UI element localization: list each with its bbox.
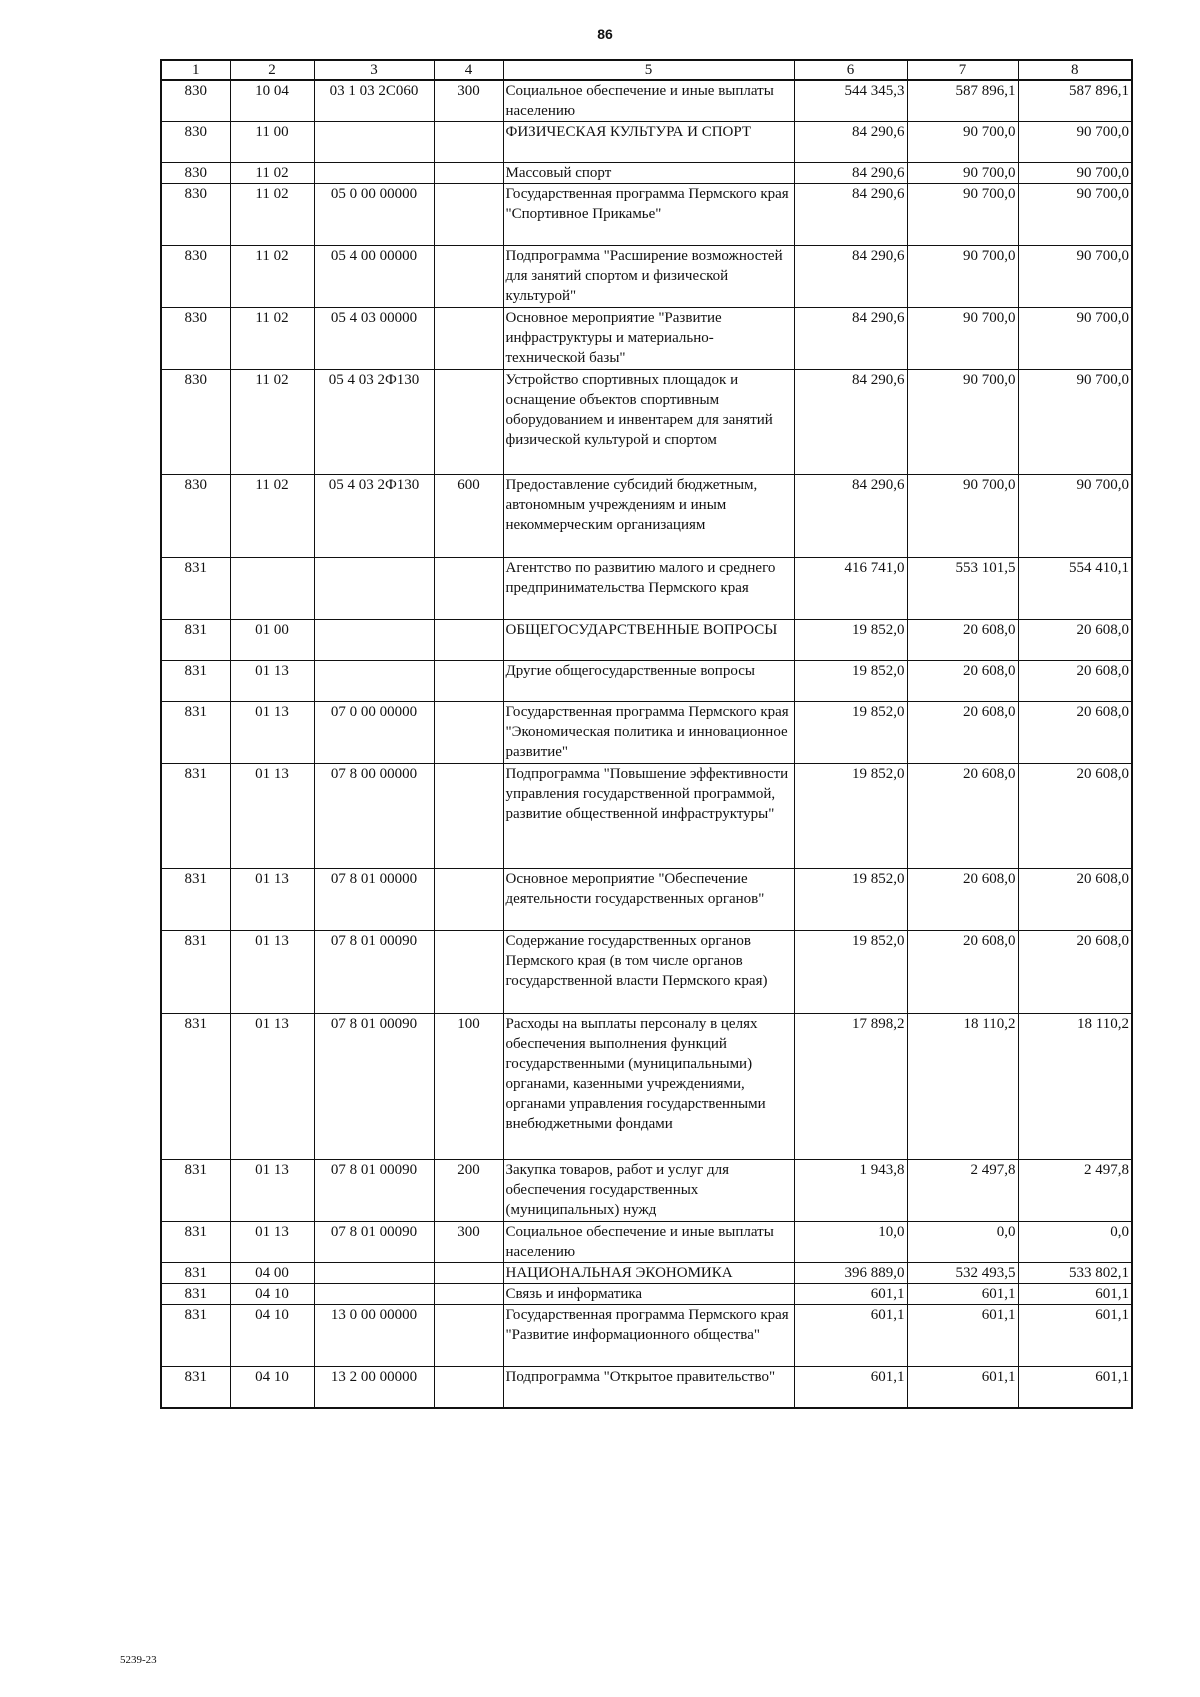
- section-code: 10 04: [230, 80, 314, 122]
- table-row: [161, 122, 1132, 163]
- amount-col-6: 84 290,6: [794, 163, 907, 184]
- amount-col-8: 20 608,0: [1018, 661, 1132, 702]
- ministry-code: 831: [161, 1367, 230, 1408]
- amount-col-8: 18 110,2: [1018, 1014, 1132, 1160]
- column-header: 4: [434, 60, 503, 80]
- ministry-code: 830: [161, 122, 230, 163]
- table-body: [161, 80, 1132, 1408]
- amount-col-7: 20 608,0: [907, 869, 1018, 931]
- amount-col-8: 20 608,0: [1018, 764, 1132, 869]
- amount-col-7: 20 608,0: [907, 931, 1018, 1014]
- amount-col-6: 84 290,6: [794, 184, 907, 246]
- item-name: Государственная программа Пермского края "Спортивное Прикамье": [503, 184, 794, 246]
- section-code: 01 00: [230, 620, 314, 661]
- budget-table: [160, 59, 1133, 1409]
- target-article-code: [314, 661, 434, 702]
- amount-col-8: 90 700,0: [1018, 246, 1132, 308]
- amount-col-8: 90 700,0: [1018, 370, 1132, 475]
- target-article-code: [314, 163, 434, 184]
- expense-type-code: [434, 869, 503, 931]
- target-article-code: 05 4 03 00000: [314, 308, 434, 370]
- column-header: 2: [230, 60, 314, 80]
- ministry-code: 831: [161, 869, 230, 931]
- amount-col-7: 90 700,0: [907, 184, 1018, 246]
- column-header: 8: [1018, 60, 1132, 80]
- amount-col-7: 553 101,5: [907, 558, 1018, 620]
- item-name: Расходы на выплаты персоналу в целях обеспечения выполнения функций государственными (муниципальными) органами, казенными учреждениями, органами управления государственными внебюджетными фондами: [503, 1014, 794, 1160]
- amount-col-6: 19 852,0: [794, 869, 907, 931]
- amount-col-8: 0,0: [1018, 1222, 1132, 1263]
- target-article-code: [314, 122, 434, 163]
- ministry-code: 831: [161, 1305, 230, 1367]
- amount-col-6: 84 290,6: [794, 122, 907, 163]
- amount-col-8: 2 497,8: [1018, 1160, 1132, 1222]
- section-code: 04 10: [230, 1367, 314, 1408]
- amount-col-8: 90 700,0: [1018, 308, 1132, 370]
- section-code: 01 13: [230, 869, 314, 931]
- amount-col-6: 19 852,0: [794, 931, 907, 1014]
- expense-type-code: [434, 558, 503, 620]
- amount-col-7: 90 700,0: [907, 246, 1018, 308]
- target-article-code: 07 8 01 00090: [314, 1222, 434, 1263]
- amount-col-7: 20 608,0: [907, 620, 1018, 661]
- section-code: 11 02: [230, 246, 314, 308]
- section-code: 04 00: [230, 1263, 314, 1284]
- amount-col-8: 20 608,0: [1018, 702, 1132, 764]
- amount-col-8: 601,1: [1018, 1367, 1132, 1408]
- expense-type-code: 100: [434, 1014, 503, 1160]
- amount-col-6: 544 345,3: [794, 80, 907, 122]
- target-article-code: [314, 1263, 434, 1284]
- amount-col-6: 10,0: [794, 1222, 907, 1263]
- amount-col-7: 0,0: [907, 1222, 1018, 1263]
- item-name: ФИЗИЧЕСКАЯ КУЛЬТУРА И СПОРТ: [503, 122, 794, 163]
- amount-col-7: 2 497,8: [907, 1160, 1018, 1222]
- table-row: [161, 370, 1132, 475]
- ministry-code: 831: [161, 1222, 230, 1263]
- item-name: Подпрограмма "Расширение возможностей для занятий спортом и физической культурой": [503, 246, 794, 308]
- table-row: [161, 1367, 1132, 1408]
- amount-col-7: 601,1: [907, 1284, 1018, 1305]
- table-row: [161, 558, 1132, 620]
- amount-col-6: 1 943,8: [794, 1160, 907, 1222]
- section-code: [230, 558, 314, 620]
- expense-type-code: [434, 1263, 503, 1284]
- table-row: [161, 80, 1132, 122]
- amount-col-6: 84 290,6: [794, 370, 907, 475]
- target-article-code: 07 8 01 00090: [314, 1160, 434, 1222]
- amount-col-7: 20 608,0: [907, 764, 1018, 869]
- amount-col-7: 90 700,0: [907, 475, 1018, 558]
- target-article-code: 07 8 01 00000: [314, 869, 434, 931]
- item-name: Государственная программа Пермского края "Развитие информационного общества": [503, 1305, 794, 1367]
- amount-col-8: 90 700,0: [1018, 122, 1132, 163]
- target-article-code: 13 2 00 00000: [314, 1367, 434, 1408]
- target-article-code: 07 8 01 00090: [314, 931, 434, 1014]
- ministry-code: 830: [161, 308, 230, 370]
- expense-type-code: [434, 931, 503, 1014]
- amount-col-6: 19 852,0: [794, 764, 907, 869]
- target-article-code: 05 0 00 00000: [314, 184, 434, 246]
- expense-type-code: [434, 308, 503, 370]
- ministry-code: 831: [161, 1284, 230, 1305]
- item-name: Агентство по развитию малого и среднего предпринимательства Пермского края: [503, 558, 794, 620]
- table-row: [161, 246, 1132, 308]
- expense-type-code: [434, 122, 503, 163]
- section-code: 04 10: [230, 1284, 314, 1305]
- amount-col-6: 601,1: [794, 1305, 907, 1367]
- amount-col-7: 20 608,0: [907, 702, 1018, 764]
- ministry-code: 831: [161, 661, 230, 702]
- item-name: Другие общегосударственные вопросы: [503, 661, 794, 702]
- section-code: 01 13: [230, 1160, 314, 1222]
- amount-col-7: 90 700,0: [907, 370, 1018, 475]
- target-article-code: 05 4 03 2Ф130: [314, 475, 434, 558]
- table-row: [161, 163, 1132, 184]
- amount-col-7: 90 700,0: [907, 163, 1018, 184]
- item-name: Предоставление субсидий бюджетным, автономным учреждениям и иным некоммерческим организациям: [503, 475, 794, 558]
- section-code: 01 13: [230, 764, 314, 869]
- expense-type-code: [434, 620, 503, 661]
- column-header: 5: [503, 60, 794, 80]
- amount-col-8: 90 700,0: [1018, 475, 1132, 558]
- target-article-code: 05 4 03 2Ф130: [314, 370, 434, 475]
- expense-type-code: 600: [434, 475, 503, 558]
- amount-col-8: 587 896,1: [1018, 80, 1132, 122]
- table-row: [161, 1160, 1132, 1222]
- table-row: [161, 475, 1132, 558]
- ministry-code: 831: [161, 702, 230, 764]
- table-row: [161, 764, 1132, 869]
- item-name: Закупка товаров, работ и услуг для обеспечения государственных (муниципальных) нужд: [503, 1160, 794, 1222]
- amount-col-6: 19 852,0: [794, 620, 907, 661]
- column-header-row: [161, 60, 1132, 80]
- amount-col-6: 601,1: [794, 1284, 907, 1305]
- amount-col-6: 84 290,6: [794, 475, 907, 558]
- item-name: Основное мероприятие "Обеспечение деятельности государственных органов": [503, 869, 794, 931]
- amount-col-7: 532 493,5: [907, 1263, 1018, 1284]
- section-code: 11 02: [230, 163, 314, 184]
- item-name: Содержание государственных органов Пермского края (в том числе органов государственной власти Пермского края): [503, 931, 794, 1014]
- section-code: 01 13: [230, 1222, 314, 1263]
- section-code: 11 00: [230, 122, 314, 163]
- amount-col-8: 554 410,1: [1018, 558, 1132, 620]
- item-name: Социальное обеспечение и иные выплаты населению: [503, 1222, 794, 1263]
- section-code: 11 02: [230, 475, 314, 558]
- amount-col-7: 20 608,0: [907, 661, 1018, 702]
- amount-col-7: 18 110,2: [907, 1014, 1018, 1160]
- table-row: [161, 1014, 1132, 1160]
- amount-col-8: 20 608,0: [1018, 931, 1132, 1014]
- expense-type-code: [434, 702, 503, 764]
- amount-col-7: 587 896,1: [907, 80, 1018, 122]
- section-code: 01 13: [230, 661, 314, 702]
- expense-type-code: 300: [434, 1222, 503, 1263]
- target-article-code: 05 4 00 00000: [314, 246, 434, 308]
- item-name: ОБЩЕГОСУДАРСТВЕННЫЕ ВОПРОСЫ: [503, 620, 794, 661]
- amount-col-7: 90 700,0: [907, 122, 1018, 163]
- amount-col-6: 416 741,0: [794, 558, 907, 620]
- ministry-code: 831: [161, 764, 230, 869]
- ministry-code: 831: [161, 1014, 230, 1160]
- expense-type-code: [434, 1305, 503, 1367]
- target-article-code: 07 0 00 00000: [314, 702, 434, 764]
- amount-col-6: 17 898,2: [794, 1014, 907, 1160]
- column-header: 6: [794, 60, 907, 80]
- ministry-code: 831: [161, 1263, 230, 1284]
- section-code: 11 02: [230, 184, 314, 246]
- expense-type-code: [434, 370, 503, 475]
- column-header: 1: [161, 60, 230, 80]
- item-name: Основное мероприятие "Развитие инфраструктуры и материально-технической базы": [503, 308, 794, 370]
- amount-col-8: 90 700,0: [1018, 163, 1132, 184]
- ministry-code: 830: [161, 475, 230, 558]
- table-row: [161, 661, 1132, 702]
- amount-col-7: 601,1: [907, 1367, 1018, 1408]
- expense-type-code: [434, 184, 503, 246]
- section-code: 11 02: [230, 308, 314, 370]
- target-article-code: 07 8 00 00000: [314, 764, 434, 869]
- expense-type-code: [434, 764, 503, 869]
- section-code: 04 10: [230, 1305, 314, 1367]
- target-article-code: 03 1 03 2С060: [314, 80, 434, 122]
- amount-col-6: 601,1: [794, 1367, 907, 1408]
- expense-type-code: [434, 163, 503, 184]
- column-header: 7: [907, 60, 1018, 80]
- item-name: Массовый спорт: [503, 163, 794, 184]
- section-code: 01 13: [230, 1014, 314, 1160]
- amount-col-8: 533 802,1: [1018, 1263, 1132, 1284]
- ministry-code: 830: [161, 80, 230, 122]
- table-row: [161, 702, 1132, 764]
- section-code: 01 13: [230, 702, 314, 764]
- amount-col-7: 90 700,0: [907, 308, 1018, 370]
- ministry-code: 830: [161, 246, 230, 308]
- ministry-code: 830: [161, 163, 230, 184]
- amount-col-7: 601,1: [907, 1305, 1018, 1367]
- target-article-code: [314, 1284, 434, 1305]
- target-article-code: 13 0 00 00000: [314, 1305, 434, 1367]
- ministry-code: 831: [161, 558, 230, 620]
- expense-type-code: [434, 1284, 503, 1305]
- amount-col-8: 601,1: [1018, 1284, 1132, 1305]
- table-row: [161, 184, 1132, 246]
- amount-col-6: 19 852,0: [794, 702, 907, 764]
- ministry-code: 831: [161, 1160, 230, 1222]
- expense-type-code: 300: [434, 80, 503, 122]
- expense-type-code: [434, 661, 503, 702]
- ministry-code: 830: [161, 370, 230, 475]
- document-code: 5239-23: [120, 1654, 157, 1666]
- expense-type-code: 200: [434, 1160, 503, 1222]
- ministry-code: 831: [161, 620, 230, 661]
- amount-col-8: 90 700,0: [1018, 184, 1132, 246]
- item-name: Подпрограмма "Повышение эффективности управления государственной программой, развитие общественной инфраструктуры": [503, 764, 794, 869]
- item-name: Подпрограмма "Открытое правительство": [503, 1367, 794, 1408]
- target-article-code: 07 8 01 00090: [314, 1014, 434, 1160]
- ministry-code: 831: [161, 931, 230, 1014]
- table-row: [161, 1284, 1132, 1305]
- section-code: 01 13: [230, 931, 314, 1014]
- amount-col-6: 84 290,6: [794, 246, 907, 308]
- item-name: Государственная программа Пермского края "Экономическая политика и инновационное развитие": [503, 702, 794, 764]
- item-name: Устройство спортивных площадок и оснащение объектов спортивным оборудованием и инвентарем для занятий физической культурой и спортом: [503, 370, 794, 475]
- expense-type-code: [434, 1367, 503, 1408]
- table-row: [161, 869, 1132, 931]
- amount-col-8: 20 608,0: [1018, 869, 1132, 931]
- table-row: [161, 1222, 1132, 1263]
- table-row: [161, 1263, 1132, 1284]
- ministry-code: 830: [161, 184, 230, 246]
- table-row: [161, 620, 1132, 661]
- column-header: 3: [314, 60, 434, 80]
- page-number: 86: [597, 26, 613, 42]
- amount-col-8: 601,1: [1018, 1305, 1132, 1367]
- item-name: Социальное обеспечение и иные выплаты населению: [503, 80, 794, 122]
- section-code: 11 02: [230, 370, 314, 475]
- amount-col-6: 396 889,0: [794, 1263, 907, 1284]
- table-row: [161, 1305, 1132, 1367]
- amount-col-8: 20 608,0: [1018, 620, 1132, 661]
- amount-col-6: 84 290,6: [794, 308, 907, 370]
- target-article-code: [314, 620, 434, 661]
- table-row: [161, 308, 1132, 370]
- table-row: [161, 931, 1132, 1014]
- item-name: НАЦИОНАЛЬНАЯ ЭКОНОМИКА: [503, 1263, 794, 1284]
- target-article-code: [314, 558, 434, 620]
- item-name: Связь и информатика: [503, 1284, 794, 1305]
- amount-col-6: 19 852,0: [794, 661, 907, 702]
- expense-type-code: [434, 246, 503, 308]
